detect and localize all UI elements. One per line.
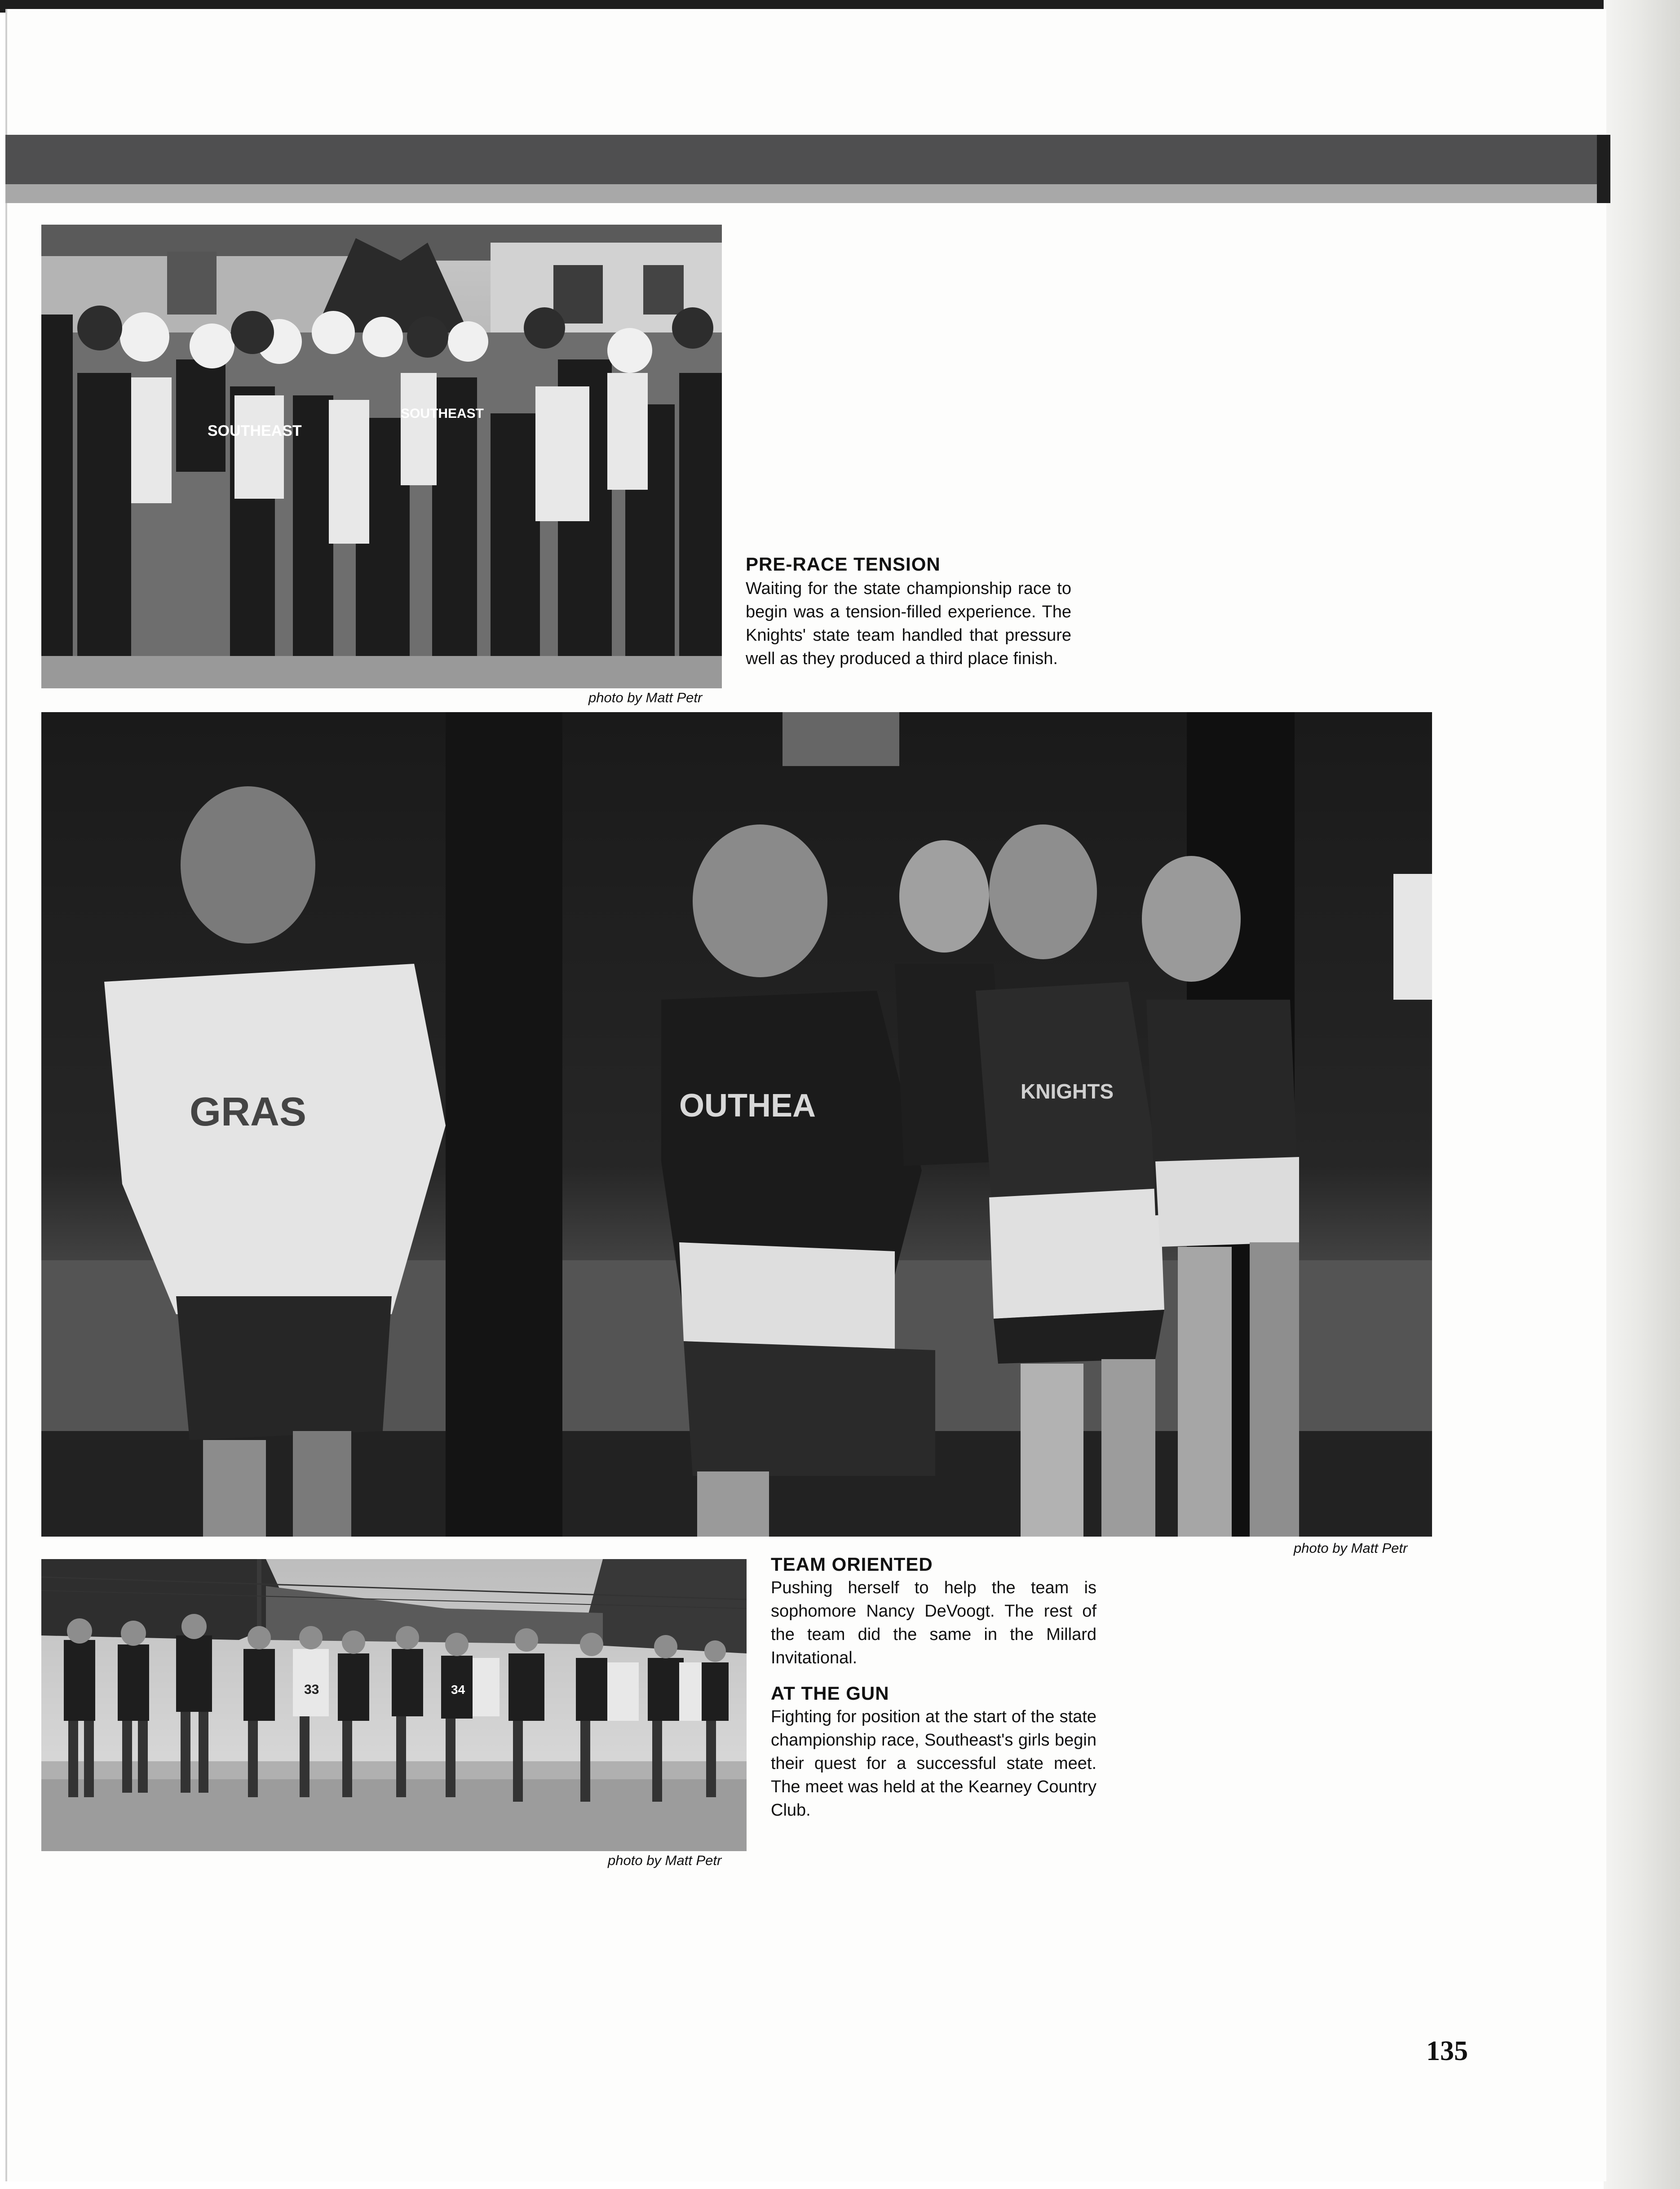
jersey-text: SOUTHEAST [208,422,302,439]
jersey-text: 33 [304,1682,319,1697]
jersey-text: KNIGHTS [1021,1080,1114,1103]
jersey-text: 34 [451,1683,465,1697]
header-bar-end [1597,135,1610,203]
caption-title: PRE-RACE TENSION [746,554,941,575]
pre-race-photo [41,225,722,688]
page-number: 135 [1426,2036,1468,2066]
jersey-text: GRAS [190,1090,307,1134]
jersey-text: SOUTHEAST [401,406,484,421]
caption-title: TEAM ORIENTED [771,1554,933,1575]
photo-credit: photo by Matt Petr [588,690,703,705]
header-bar [5,135,1609,184]
caption-body: Pushing herself to help the team is sophomore Nancy DeVoogt. The rest of the team did the same in the Millard Invitational. [771,1578,1096,1667]
jersey-text: OUTHEA [679,1088,816,1124]
page-binding-shadow [1604,0,1680,2189]
caption-body: Waiting for the state championship race to begin was a tension-filled experience. The Knights' state team handled that pressure well as they produced a third place finish. [746,579,1071,668]
photo-credit: photo by Matt Petr [1294,1540,1408,1556]
caption-title: AT THE GUN [771,1683,889,1704]
photo-credit: photo by Matt Petr [608,1852,722,1868]
header-bar-underline [5,184,1609,203]
main-race-photo [41,712,1432,1537]
caption-body: Fighting for position at the start of the state championship race, Southeast's girls begin their quest for a successful state meet. The meet was held at the Kearney Country Club. [771,1707,1096,1820]
race-start-photo [41,1559,747,1851]
